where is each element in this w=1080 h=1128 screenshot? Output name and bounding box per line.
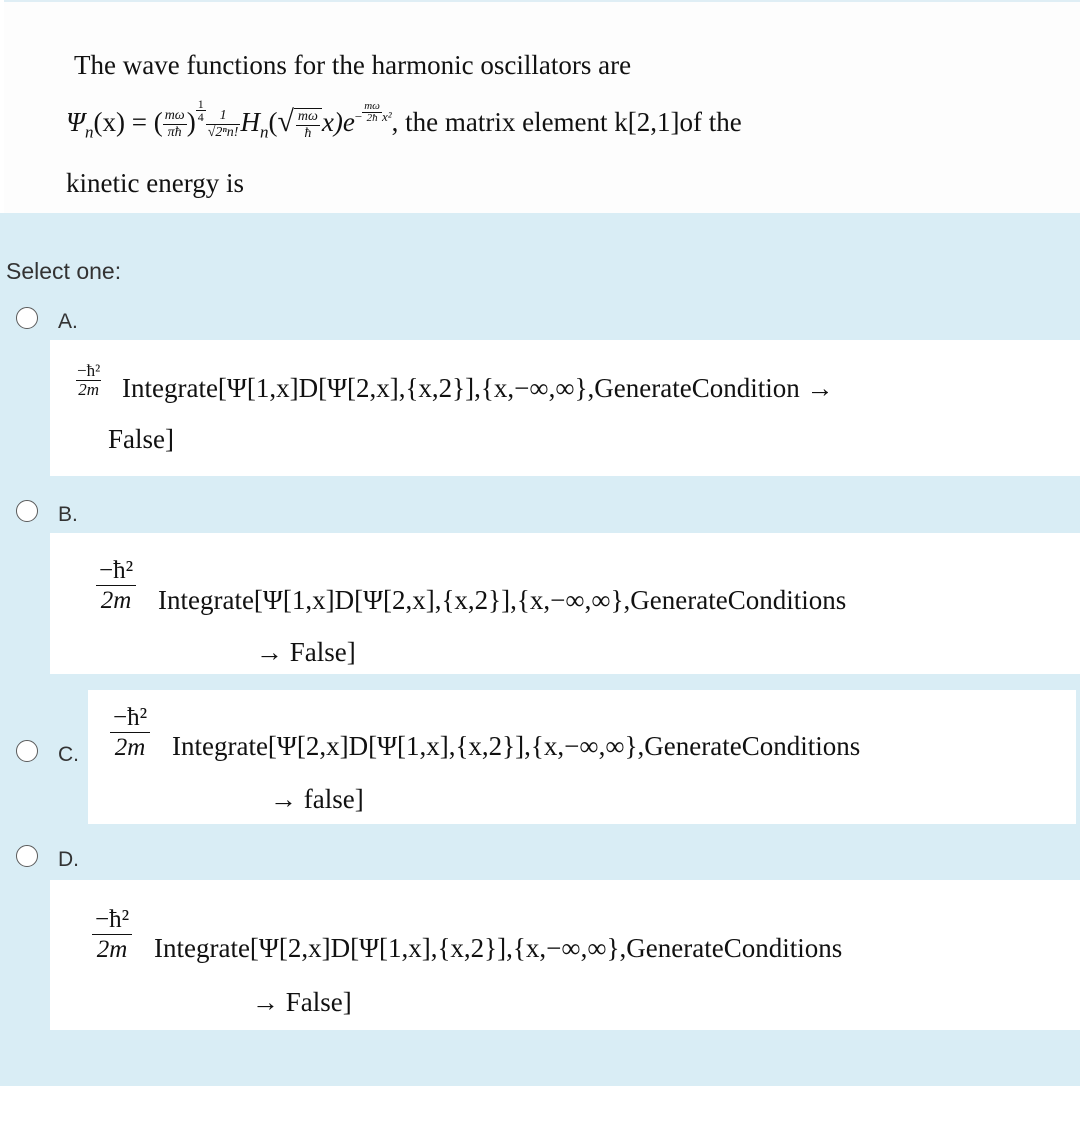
option-d-fraction: −ħ² 2m: [92, 906, 132, 963]
option-a-line-2: False]: [108, 424, 174, 454]
hermite-symbol: H: [240, 107, 260, 137]
psi-subscript: n: [84, 122, 94, 142]
exponent-var: x²: [381, 109, 392, 124]
option-b-radio[interactable]: [16, 500, 38, 522]
option-d-letter: D.: [58, 848, 79, 871]
option-b-letter: B.: [58, 503, 78, 526]
option-c-content[interactable]: [88, 690, 1076, 824]
formula-arg: (x) = (: [93, 107, 163, 137]
option-b-line-2: → False]: [256, 637, 356, 667]
option-c-line-1: Integrate[Ψ[2,x]D[Ψ[1,x],{x,2}],{x,−∞,∞},GenerateConditions: [172, 731, 861, 761]
exponent-quarter: $\frac{1}{4}$: [197, 97, 204, 124]
hermite-subscript: n: [259, 122, 269, 142]
frac-m-omega-over-pi-hbar: $\frac{m\omega}{\pi ħ}$: [164, 108, 185, 141]
wave-function-formula: $\Psi_n(x)$ = ( $\frac{m\omega}{\pi ħ}$ ) $\frac{1}{4}$ $\frac{1}{\text{√2ⁿn!}}$ $H_n(√$ $\frac{m\omega}{ħ}$ x)e− $\frac{m\omega}{2ħ}$ $^{x^2}$, the matrix element k[2,1]of the: [66, 97, 742, 142]
option-d-line-1: Integrate[Ψ[2,x]D[Ψ[1,x],{x,2}],{x,−∞,∞},GenerateConditions: [154, 933, 843, 963]
option-d-radio[interactable]: [16, 845, 38, 867]
psi-symbol: Ψ: [66, 107, 85, 137]
frac-normalization: $\frac{1}{\text{√2ⁿn!}}$: [207, 108, 239, 141]
exponent-fraction: $\frac{m\omega}{2ħ}$: [364, 100, 380, 124]
option-c-radio[interactable]: [16, 740, 38, 762]
question-line-1: The wave functions for the harmonic oscillators are: [74, 50, 632, 80]
option-b-line-1: Integrate[Ψ[1,x]D[Ψ[2,x],{x,2}],{x,−∞,∞},GenerateConditions: [158, 585, 847, 615]
option-b-content[interactable]: [50, 533, 1080, 674]
option-a-radio[interactable]: [16, 307, 38, 329]
option-c-fraction: −ħ² 2m: [110, 704, 150, 761]
option-c-letter: C.: [58, 743, 79, 766]
option-a-fraction: −ħ² 2m: [77, 361, 101, 399]
question-text: [4, 0, 1080, 213]
option-a-line-1: Integrate[Ψ[1,x]D[Ψ[2,x],{x,2}],{x,−∞,∞},GenerateCondition →: [122, 373, 834, 403]
option-c-line-2: → false]: [270, 784, 364, 814]
option-a-content[interactable]: [50, 340, 1080, 476]
sqrt-m-omega-over-hbar: $\frac{m\omega}{ħ}$: [294, 108, 322, 142]
question-tail: , the matrix element k[2,1]of the: [391, 107, 742, 137]
option-d-content[interactable]: [50, 880, 1080, 1030]
select-one-label: Select one:: [6, 258, 122, 284]
arg-tail: x)e: [321, 107, 355, 137]
option-d-line-2: → False]: [252, 987, 352, 1017]
option-a-letter: A.: [58, 310, 78, 333]
question-line-3: kinetic energy is: [66, 168, 244, 198]
option-b-fraction: −ħ² 2m: [96, 557, 136, 614]
